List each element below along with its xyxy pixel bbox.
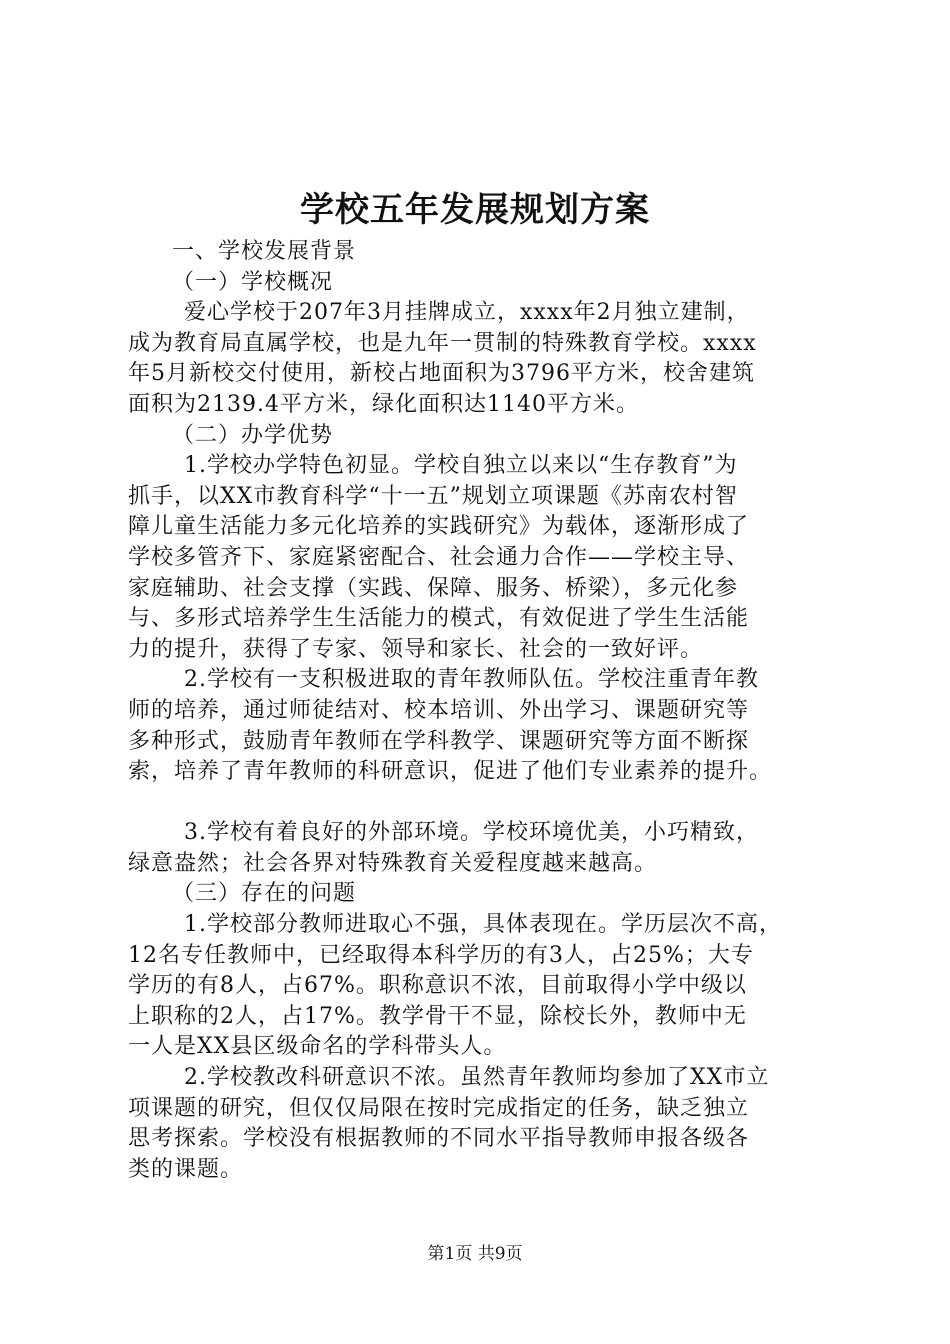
paragraph-line: 绿意盎然；社会各界对特殊教育关爱程度越来越高。: [128, 850, 658, 876]
page-footer: 第1页 共9页: [427, 1244, 523, 1264]
paragraph-line: 12名专任教师中，已经取得本科学历的有3人，占25%；大专: [128, 942, 754, 968]
paragraph-advantage-3: [128, 818, 828, 879]
paragraph-line: 1.学校部分教师进取心不强，具体表现在。学历层次不高，: [184, 912, 782, 938]
paragraph-line: 多种形式，鼓励青年教师在学科教学、课题研究等方面不断探: [128, 728, 750, 754]
paragraph-line: 与、多形式培养学生生活能力的模式，有效促进了学生生活能: [128, 606, 750, 632]
paragraph-line: 类的课题。: [128, 1156, 244, 1182]
paragraph-line: 一人是XX县区级命名的学科带头人。: [128, 1034, 507, 1060]
paragraph-line: 爱心学校于207年3月挂牌成立，xxxx年2月独立建制，: [184, 300, 750, 326]
subsection-heading-problems: （三）存在的问题: [172, 881, 357, 907]
paragraph-problem-1: [128, 910, 828, 1063]
paragraph-line: 1.学校办学特色初显。学校自独立以来以“生存教育”为: [184, 453, 738, 479]
document-body: [128, 237, 828, 1185]
subsection-heading-advantages: （二）办学优势: [172, 422, 334, 448]
paragraph-line: 2.学校有一支积极进取的青年教师队伍。学校注重青年教: [184, 667, 759, 693]
paragraph-line: 家庭辅助、社会支撑（实践、保障、服务、桥梁），多元化参: [128, 575, 739, 601]
paragraph-advantage-2: [128, 665, 828, 787]
paragraph-spacer: [128, 788, 828, 819]
paragraph-line: 3.学校有着良好的外部环境。学校环境优美，小巧精致，: [184, 820, 759, 846]
paragraph-line: 学历的有8人，占67%。职称意识不浓，目前取得小学中级以: [128, 973, 747, 999]
paragraph-line: 力的提升，获得了专家、领导和家长、社会的一致好评。: [128, 636, 704, 662]
subsection-heading-overview: （一）学校概况: [172, 269, 334, 295]
paragraph-line: 2.学校教改科研意识不浓。虽然青年教师均参加了XX市立: [184, 1065, 770, 1091]
paragraph-problem-2: [128, 1063, 828, 1185]
paragraph-line: 索，培养了青年教师的科研意识，促进了他们专业素养的提升。: [128, 759, 773, 785]
paragraph-line: 项课题的研究，但仅仅局限在按时完成指定的任务，缺乏独立: [128, 1095, 750, 1121]
document-title: 学校五年发展规划方案: [300, 190, 650, 230]
paragraph-line: 抓手，以XX市教育科学“十一五”规划立项课题《苏南农村智: [128, 483, 738, 509]
paragraph-advantage-1: [128, 451, 828, 665]
paragraph-school-overview: [128, 298, 828, 420]
paragraph-line: 上职称的2人，占17%。教学骨干不显，除校长外，教师中无: [128, 1003, 747, 1029]
paragraph-line: 成为教育局直属学校，也是九年一贯制的特殊教育学校。xxxx: [128, 330, 757, 356]
paragraph-line: 面积为2139.4平方米，绿化面积达1140平方米。: [128, 391, 639, 417]
paragraph-line: 师的培养，通过师徒结对、校本培训、外出学习、课题研究等: [128, 697, 750, 723]
paragraph-line: 学校多管齐下、家庭紧密配合、社会通力合作——学校主导、: [128, 544, 750, 570]
paragraph-line: 思考探索。学校没有根据教师的不同水平指导教师申报各级各: [128, 1126, 750, 1152]
section-heading-background: 一、学校发展背景: [172, 239, 357, 264]
paragraph-line: 障儿童生活能力多元化培养的实践研究》为载体，逐渐形成了: [128, 514, 750, 540]
paragraph-line: 年5月新校交付使用，新校占地面积为3796平方米，校舍建筑: [128, 361, 755, 387]
